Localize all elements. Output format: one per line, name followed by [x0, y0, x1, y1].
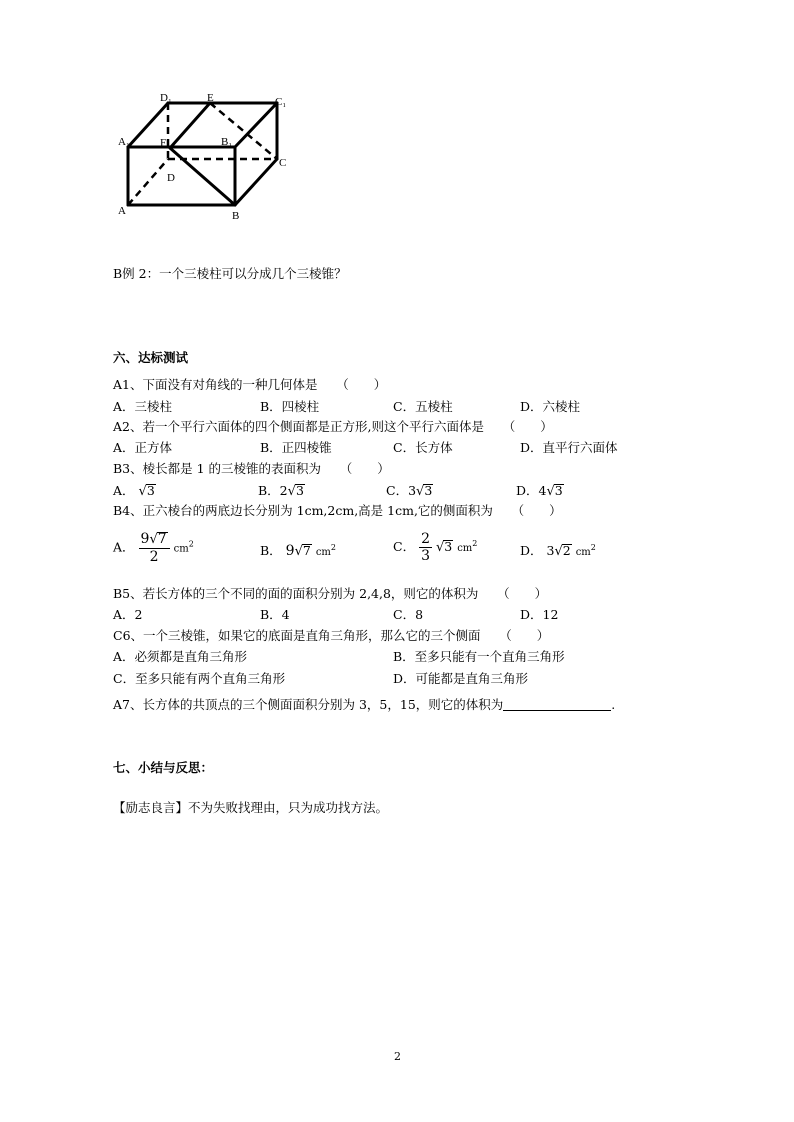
q5-stem: B5、若长方体的三个不同的面的面积分别为 2,4,8，则它的体积为 （ ）	[113, 586, 548, 601]
label-e: E	[207, 92, 214, 104]
label-a: A	[118, 205, 126, 217]
q4-a-fraction	[139, 531, 170, 565]
q3-option-a	[113, 481, 156, 499]
q4-c-prefix: C．	[393, 539, 416, 554]
q3-c-radicand: 3	[424, 483, 433, 498]
page-number: 2	[394, 1050, 401, 1063]
q3-stem: B3、棱长都是 1 的三棱锥的表面积为 （ ）	[113, 461, 390, 476]
q5-option-b: B．4	[260, 607, 290, 622]
q6-option-d: D．可能都是直角三角形	[393, 671, 529, 686]
q4-a-radicand: 7	[157, 531, 167, 547]
q4-c-numerator: 2	[421, 531, 430, 547]
q2-option-a: A．正方体	[113, 440, 173, 455]
q4-b-prefix: B．	[260, 543, 282, 558]
sqrt-sign: √	[435, 540, 445, 555]
q1-option-c: C．五棱柱	[393, 399, 453, 414]
q3-option-b	[258, 481, 305, 499]
q5-option-d: D．12	[520, 607, 559, 622]
q6-stem: C6、一个三棱锥，如果它的底面是直角三角形，那么它的三个侧面 （ ）	[113, 628, 550, 643]
q4-c-denominator: 3	[421, 548, 430, 564]
q4-option-b	[260, 541, 336, 559]
q4-b-radicand: 7	[302, 543, 311, 558]
q7-stem: A7、长方体的共顶点的三个侧面面积分别为 3，5，15，则它的体积为	[113, 697, 504, 712]
sqrt-sign: √	[149, 532, 158, 547]
q4-d-radicand: 2	[562, 543, 571, 558]
q4-a-numerator	[139, 531, 170, 549]
label-a1: A₁	[118, 136, 130, 148]
q4-d-unit-exp: 2	[590, 542, 596, 552]
label-b1: B₁	[221, 136, 233, 148]
q4-d-prefix: D．	[520, 543, 543, 558]
sqrt-sign: √	[554, 544, 563, 559]
q4-option-c	[393, 531, 477, 564]
edge-b-c	[235, 159, 277, 205]
q5-option-a: A．2	[113, 607, 143, 622]
label-f: F	[160, 137, 167, 149]
label-d1: D₁	[160, 92, 172, 104]
q4-a-prefix: A．	[113, 539, 135, 555]
q4-d-coef: 3	[546, 543, 555, 558]
q4-a-denominator: 2	[149, 549, 159, 565]
q3-c-prefix: C．3	[386, 483, 417, 498]
sqrt-sign: √	[546, 484, 555, 499]
q7-answer-blank[interactable]	[503, 698, 611, 711]
q3-b-radicand: 3	[295, 483, 304, 498]
q4-c-unit-exp: 2	[472, 538, 478, 548]
q3-option-c	[386, 481, 433, 499]
q5-option-c: C．8	[393, 607, 424, 622]
q3-d-prefix: D．4	[516, 483, 547, 498]
sqrt-sign: √	[294, 544, 303, 559]
edge-b1-c1	[235, 103, 277, 147]
section-6-title: 六、达标测试	[113, 350, 189, 365]
q3-d-radicand: 3	[554, 483, 563, 498]
edge-a-d-hidden	[128, 159, 168, 205]
label-d: D	[167, 172, 175, 184]
sqrt-sign: √	[287, 484, 296, 499]
q6-option-c: C．至多只能有两个直角三角形	[113, 671, 286, 686]
line-f-e	[170, 103, 210, 148]
q7-end: .	[611, 697, 616, 712]
q4-c-radicand: 3	[444, 539, 453, 554]
q1-option-a: A．三棱柱	[113, 399, 173, 414]
q4-b-unit: cm	[315, 547, 331, 558]
q6-option-a: A．必须都是直角三角形	[113, 649, 248, 664]
line-f-b	[170, 148, 235, 205]
q4-b-coef: 9	[285, 543, 295, 559]
q3-a-prefix: A．	[113, 483, 135, 498]
example-2: B例 2：一个三棱柱可以分成几个三棱锥？	[113, 266, 347, 281]
sqrt-sign: √	[138, 484, 147, 499]
q4-c-fraction	[419, 531, 432, 564]
sqrt-sign: √	[416, 484, 425, 499]
q4-stem: B4、正六棱台的两底边长分别为 1cm,2cm,高是 1cm,它的侧面积为 （ ）	[113, 503, 562, 518]
q4-d-unit: cm	[575, 547, 591, 558]
q2-option-d: D．直平行六面体	[520, 440, 618, 455]
label-c: C	[279, 157, 287, 169]
q2-option-b: B．正四棱锥	[260, 440, 332, 455]
q2-stem: A2、若一个平行六面体的四个侧面都是正方形,则这个平行六面体是 （ ）	[113, 419, 553, 434]
q4-option-a	[113, 531, 194, 565]
q6-option-b: B．至多只能有一个直角三角形	[393, 649, 565, 664]
q4-b-unit-exp: 2	[330, 542, 337, 552]
q3-option-d	[516, 481, 564, 499]
motto: 【励志良言】不为失败找理由，只为成功找方法。	[113, 800, 389, 815]
q7	[113, 695, 615, 713]
q4-a-coef: 9	[140, 531, 150, 547]
q2-option-c: C．长方体	[393, 440, 453, 455]
q3-b-prefix: B．2	[258, 483, 288, 498]
label-b: B	[232, 210, 240, 222]
cuboid-figure	[110, 88, 300, 228]
q3-a-radicand: 3	[146, 483, 155, 498]
section-7-title: 七、小结与反思：	[113, 760, 214, 775]
q4-c-unit: cm	[457, 543, 473, 554]
q4-option-d	[520, 541, 596, 559]
q4-a-unit-exp: 2	[188, 539, 194, 549]
q1-option-d: D．六棱柱	[520, 399, 581, 414]
q4-a-unit: cm	[173, 543, 189, 555]
q1-option-b: B．四棱柱	[260, 399, 320, 414]
label-c1: C₁	[275, 96, 287, 108]
q1-stem: A1、下面没有对角线的一种几何体是 （ ）	[113, 377, 387, 392]
